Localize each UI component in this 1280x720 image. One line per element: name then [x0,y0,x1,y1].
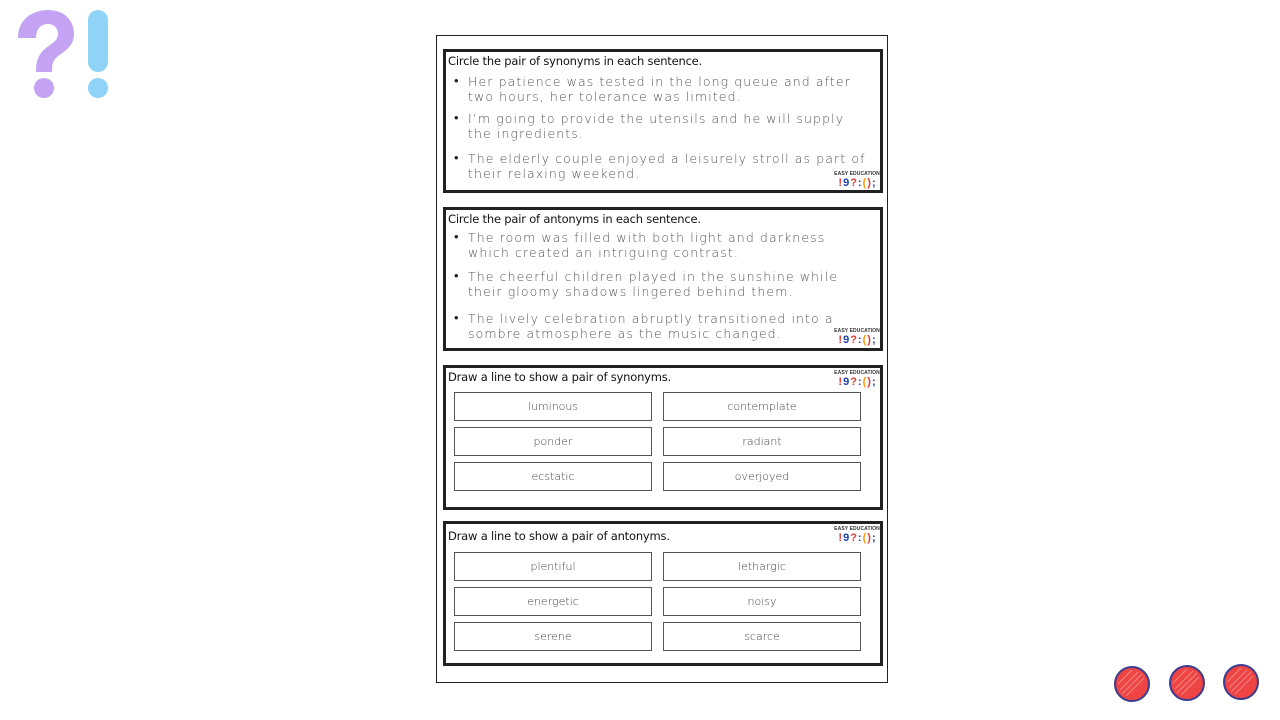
brand-glyph: 9 [843,177,850,189]
brand-glyph: : [857,376,862,388]
brand-glyph: ( [862,376,867,388]
brand-glyph: 9 [843,532,850,544]
scribble-dot-icon[interactable] [1224,665,1258,699]
brand-glyph: 9 [843,334,850,346]
brand-glyph: ? [850,376,857,388]
brand-text: EASY EDUCATION [834,526,880,532]
brand-glyph: ) [867,376,871,388]
brand-glyph: ; [871,532,876,544]
brand-logo [836,171,878,189]
brand-glyph: ! [838,334,843,346]
worksheet-page [436,35,888,683]
brand-glyph: ) [867,532,871,544]
brand-glyph: ( [862,532,867,544]
word-box[interactable]: scarce [663,622,861,651]
brand-glyph: ; [871,376,876,388]
brand-glyph: : [857,177,862,189]
brand-glyph: ; [871,334,876,346]
brand-text: EASY EDUCATION [834,328,880,334]
brand-glyph: ? [850,177,857,189]
page-indicator-dots [1112,664,1262,704]
brand-glyph: : [857,334,862,346]
brand-glyphs [838,376,875,388]
box-title: Circle the pair of synonyms in each sentence. [448,54,703,68]
brand-glyph: : [857,532,862,544]
question-exclamation-icon [12,8,122,108]
antonyms-match-box [443,521,883,666]
brand-text: EASY EDUCATION [834,370,880,376]
word-box[interactable]: ponder [454,427,652,456]
brand-logo [836,526,878,544]
brand-glyph: ! [838,376,843,388]
word-box[interactable]: luminous [454,392,652,421]
sentence-list [454,74,870,181]
word-box[interactable]: ecstatic [454,462,652,491]
word-box[interactable]: lethargic [663,552,861,581]
brand-glyph: ( [862,177,867,189]
sentence-item: • The room was filled with both light and darkness which created an intriguing contrast. [454,230,870,269]
brand-glyphs [838,177,875,189]
sentence-item: • The lively celebration abruptly transitioned into a sombre atmosphere as the music changed. [454,311,870,341]
brand-glyph: ! [838,177,843,189]
brand-glyph: ) [867,177,871,189]
brand-logo [836,370,878,388]
brand-glyph: ! [838,532,843,544]
word-box[interactable]: noisy [663,587,861,616]
brand-logo [836,328,878,346]
sentence-item: • Her patience was tested in the long queue and after two hours, her tolerance was limited. [454,74,870,111]
antonyms-circle-box [443,207,883,351]
box-title: Circle the pair of antonyms in each sentence. [448,212,701,226]
synonyms-circle-box [443,49,883,193]
box-title: Draw a line to show a pair of antonyms. [448,529,670,543]
sentence-item: • The cheerful children played in the sunshine while their gloomy shadows lingered behind them. [454,269,870,311]
brand-text: EASY EDUCATION [834,171,880,177]
synonyms-match-box [443,365,883,510]
brand-glyph: ? [850,532,857,544]
brand-glyph: ) [867,334,871,346]
word-box[interactable]: serene [454,622,652,651]
brand-glyphs [838,334,875,346]
word-box[interactable]: radiant [663,427,861,456]
sentence-list [454,230,870,341]
word-box[interactable]: energetic [454,587,652,616]
brand-glyphs [838,532,875,544]
brand-glyph: 9 [843,376,850,388]
scribble-dot-icon[interactable] [1170,666,1204,700]
word-box[interactable]: overjoyed [663,462,861,491]
brand-glyph: ? [850,334,857,346]
box-title: Draw a line to show a pair of synonyms. [448,370,672,384]
brand-glyph: ; [871,177,876,189]
word-box[interactable]: plentiful [454,552,652,581]
sentence-item: • The elderly couple enjoyed a leisurely stroll as part of their relaxing weekend. [454,151,870,181]
sentence-item: • I’m going to provide the utensils and he will supply the ingredients. [454,111,870,151]
brand-glyph: ( [862,334,867,346]
scribble-dot-icon[interactable] [1115,667,1149,701]
word-box[interactable]: contemplate [663,392,861,421]
